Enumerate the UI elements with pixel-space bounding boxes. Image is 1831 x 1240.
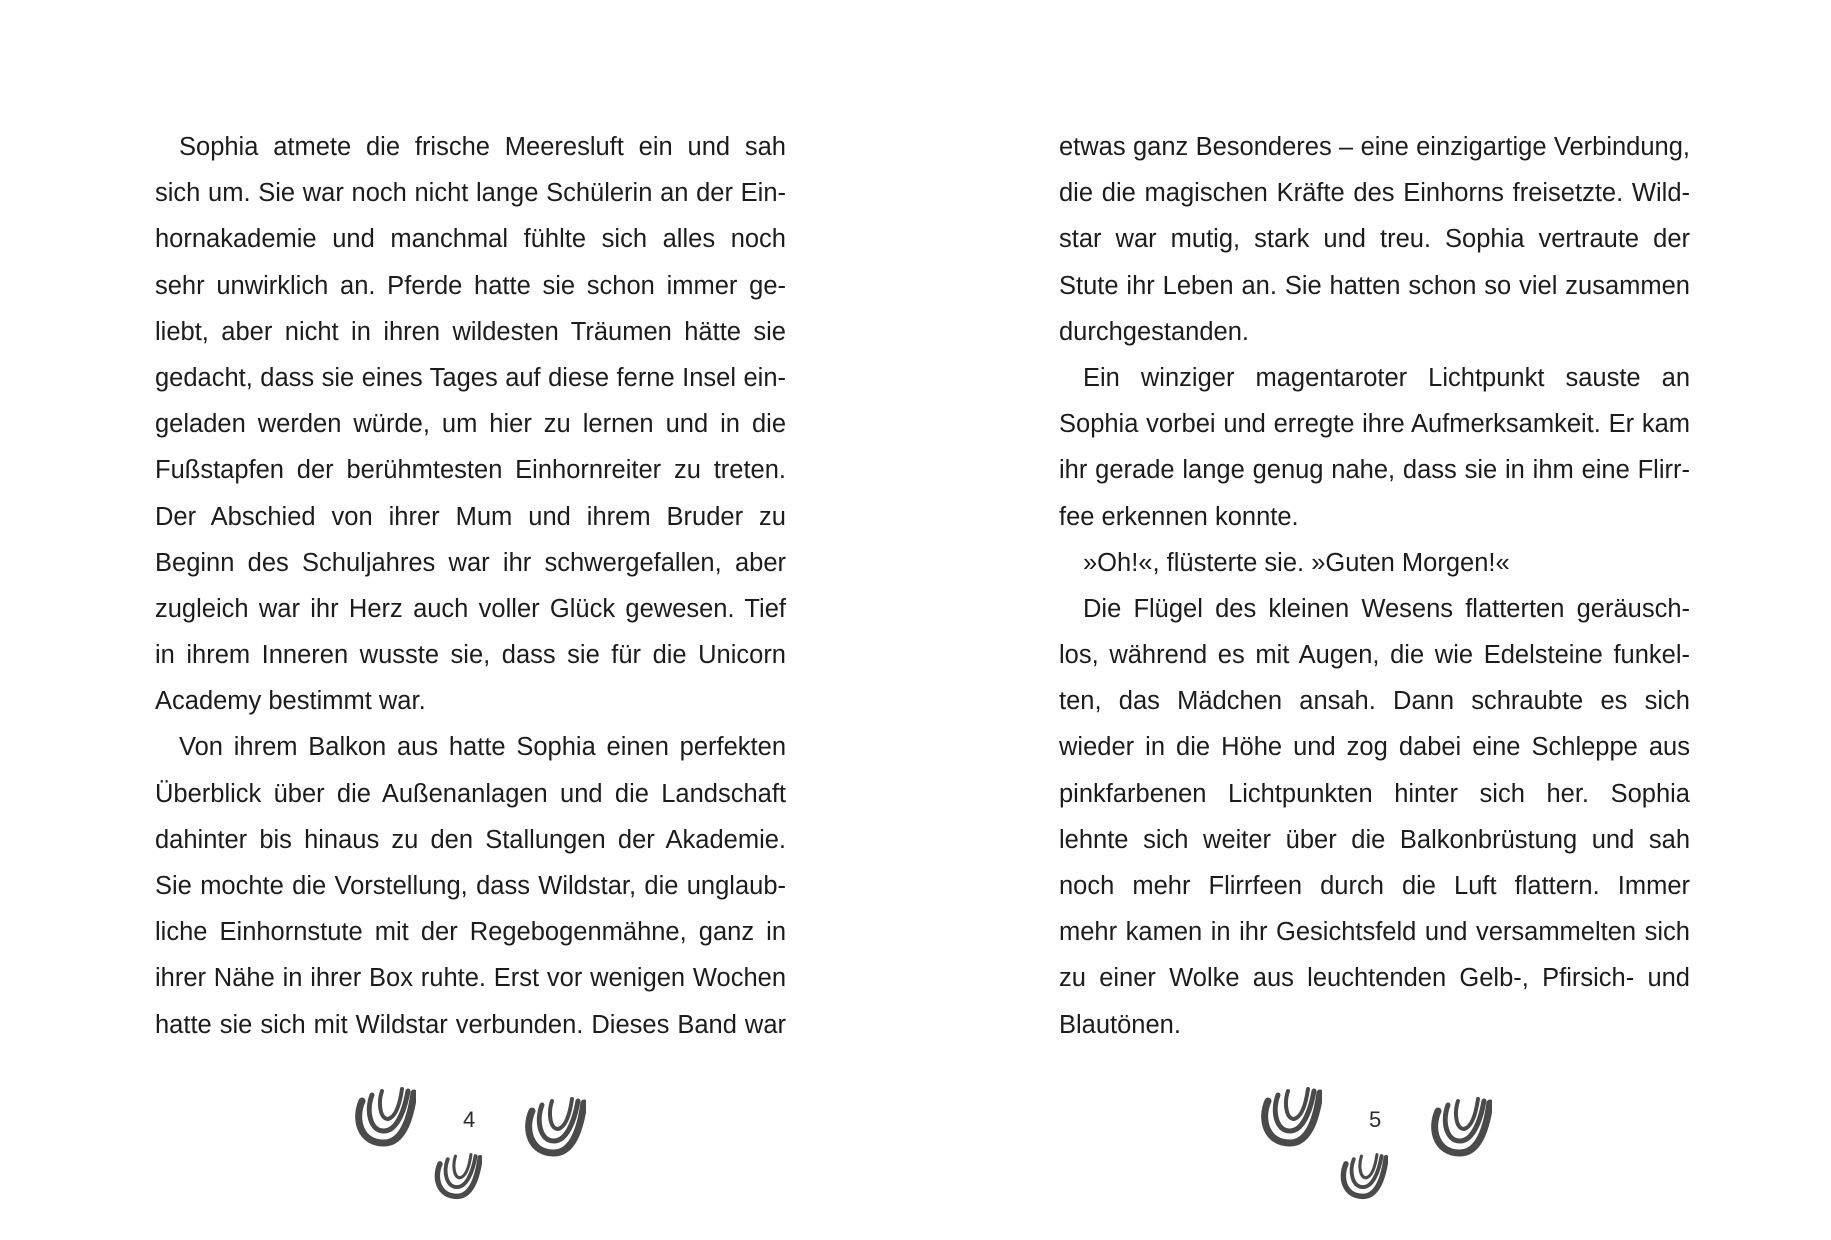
text-line: fee erkennen konnte. xyxy=(1059,502,1299,531)
text-line: liebt, aber nicht in ihren wildesten Träumen hätte sie xyxy=(155,317,786,346)
text-line: Der Abschied von ihrer Mum und ihrem Bruder zu xyxy=(155,502,786,531)
left-page xyxy=(0,0,915,1240)
text-line: noch mehr Flirrfeen durch die Luft flattern. Immer xyxy=(1059,872,1690,900)
flourish-icon xyxy=(432,1153,482,1201)
text-line: ihrer Nähe in ihrer Box ruhte. Erst vor wenigen Wochen xyxy=(155,964,786,993)
text-line: Academy bestimmt war. xyxy=(155,687,426,716)
text-line: Überblick über die Außenanlagen und die Landschaft xyxy=(155,779,786,808)
text-line: sehr unwirklich an. Pferde hatte sie schon immer ge- xyxy=(155,271,786,300)
text-line: Fußstapfen der berühmtesten Einhornreiter zu treten. xyxy=(155,456,786,485)
text-line: durchgestanden. xyxy=(1059,317,1249,346)
flourish-icon xyxy=(522,1097,586,1159)
text-line: ten, das Mädchen ansah. Dann schraubte es sich xyxy=(1059,687,1690,716)
text-line: geladen werden würde, um hier zu lernen und in die xyxy=(155,410,786,439)
right-page-text xyxy=(1059,124,1690,1048)
text-line: dahinter bis hinaus zu den Stallungen der Akademie. xyxy=(155,825,786,854)
text-line: ihr gerade lange genug nahe, dass sie in ihm eine Flirr- xyxy=(1059,456,1690,485)
text-line: Die Flügel des kleinen Wesens flatterten geräusch- xyxy=(1083,594,1690,623)
text-line: Ein winziger magentaroter Lichtpunkt sauste an xyxy=(1083,363,1690,392)
flourish-icon xyxy=(352,1087,416,1149)
text-line: los, während es mit Augen, die wie Edelsteine funkel- xyxy=(1059,641,1690,670)
text-line: etwas ganz Besonderes – eine einzigartige Verbindung, xyxy=(1059,133,1690,161)
text-line: Sophia vorbei und erregte ihre Aufmerksamkeit. Er kam xyxy=(1059,410,1690,439)
page-footer xyxy=(915,1085,1830,1215)
text-line: Sie mochte die Vorstellung, dass Wildstar, die unglaub- xyxy=(155,872,786,900)
text-line: Beginn des Schuljahres war ihr schwergefallen, aber xyxy=(155,548,786,577)
text-line: star war mutig, stark und treu. Sophia vertraute der xyxy=(1059,225,1690,254)
page-number: 4 xyxy=(463,1107,476,1132)
text-line: wieder in die Höhe und zog dabei eine Schleppe aus xyxy=(1059,733,1690,762)
text-line: pinkfarbenen Lichtpunkten hinter sich her. Sophia xyxy=(1059,779,1690,808)
text-line: Stute ihr Leben an. Sie hatten schon so viel zusammen xyxy=(1059,271,1690,300)
right-page xyxy=(915,0,1830,1240)
page-number: 5 xyxy=(1369,1107,1382,1132)
flourish-icon xyxy=(1428,1097,1492,1159)
text-line: Von ihrem Balkon aus hatte Sophia einen perfekten xyxy=(179,733,786,762)
text-line: lehnte sich weiter über die Balkonbrüstung und sah xyxy=(1059,825,1690,854)
text-line: die die magischen Kräfte des Einhorns freisetzte. Wild- xyxy=(1059,179,1690,208)
text-line: in ihrem Inneren wusste sie, dass sie für die Unicorn xyxy=(155,641,786,670)
text-line: Sophia atmete die frische Meeresluft ein und sah xyxy=(179,133,786,161)
text-line: Blautönen. xyxy=(1059,1010,1181,1039)
text-line: zugleich war ihr Herz auch voller Glück gewesen. Tief xyxy=(155,594,786,623)
flourish-icon xyxy=(1258,1087,1322,1149)
text-line: mehr kamen in ihr Gesichtsfeld und versammelten sich xyxy=(1059,918,1690,947)
text-line: sich um. Sie war noch nicht lange Schülerin an der Ein- xyxy=(155,179,786,208)
text-line: hornakademie und manchmal fühlte sich alles noch xyxy=(155,225,786,254)
text-line: hatte sie sich mit Wildstar verbunden. Dieses Band war xyxy=(155,1010,786,1039)
left-page-text xyxy=(155,124,786,1048)
page-footer xyxy=(0,1085,915,1215)
text-line: liche Einhornstute mit der Regebogenmähne, ganz in xyxy=(155,918,786,947)
text-line: »Oh!«, flüsterte sie. »Guten Morgen!« xyxy=(1083,548,1510,577)
text-line: zu einer Wolke aus leuchtenden Gelb-, Pfirsich- und xyxy=(1059,964,1690,993)
text-line: gedacht, dass sie eines Tages auf diese ferne Insel ein- xyxy=(155,363,786,392)
flourish-icon xyxy=(1338,1153,1388,1201)
